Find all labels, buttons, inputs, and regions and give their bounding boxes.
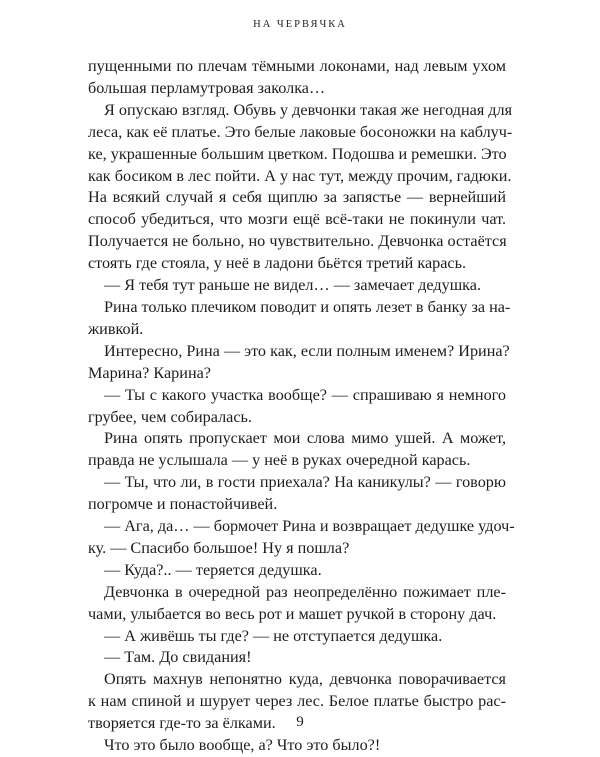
- text-line: правда не услышала — у неё в руках очередной карась.: [88, 451, 471, 470]
- text-line: леса, как её платье. Это белые лаковые босоножки на каблуч-: [88, 122, 513, 141]
- text-line: На всякий случай я себя щиплю за запястье — вернейший: [88, 188, 506, 207]
- text-line: способ убедиться, что мозги ещё всё-таки не покинули чат.: [88, 210, 506, 229]
- text-line: творяется где-то за ёлками.: [88, 714, 276, 733]
- text-line: как босиком в лес пойти. А у нас тут, между прочим, гадюки.: [88, 166, 512, 185]
- text-line: — Ты с какого участка вообще? — спрашиваю я немного: [104, 385, 506, 404]
- text-line: ку. — Спасибо большое! Ну я пошла?: [88, 538, 350, 557]
- text-line: грубее, чем собиралась.: [88, 407, 252, 426]
- text-line: — А живёшь ты где? — не отступается дедушка.: [104, 626, 443, 645]
- body-text: [88, 56, 515, 757]
- text-line: к нам спиной и шурует через лес. Белое платье быстро рас-: [88, 692, 506, 711]
- text-line: — Ты, что ли, в гости приехала? На каникулы? — говорю: [104, 473, 506, 492]
- text-line: Интересно, Рина — это как, если полным именем? Ирина?: [104, 341, 510, 360]
- text-line: — Куда?.. — теряется дедушка.: [104, 560, 322, 579]
- text-line: живкой.: [88, 319, 144, 338]
- text-line: Получается не больно, но чувствительно. Девчонка остаётся: [88, 232, 507, 251]
- text-line: пущенными по плечам тёмными локонами, над левым ухом: [88, 57, 506, 75]
- text-line: Рина только плечиком поводит и опять лезет в банку за на-: [104, 297, 511, 316]
- text-line: — Ага, да… — бормочет Рина и возвращает дедушке удоч-: [104, 517, 515, 536]
- text-line: Опять махнув непонятно куда, девчонка поворачивается: [104, 670, 506, 689]
- text-line: — Там. До свидания!: [104, 648, 252, 667]
- text-line: погромче и понастойчивей.: [88, 495, 278, 514]
- text-line: Девчонка в очередной раз неопределённо пожимает пле-: [104, 582, 506, 601]
- text-line: Я опускаю взгляд. Обувь у девчонки такая же негодная для: [104, 100, 513, 119]
- text-line: большая перламутровая заколка…: [88, 78, 326, 97]
- text-line: чами, улыбается во весь рот и машет ручкой в сторону дач.: [88, 604, 497, 623]
- text-line: стоять где стояла, у неё в ладони бьётся третий карась.: [88, 254, 467, 273]
- text-line: — Я тебя тут раньше не видел… — замечает дедушка.: [104, 276, 482, 295]
- running-head-title: НА ЧЕРВЯЧКА: [253, 19, 347, 30]
- text-line: Рина опять пропускает мои слова мимо ушей. А может,: [104, 429, 506, 448]
- text-line: Что это было вообще, а? Что это было?!: [104, 736, 381, 755]
- page-number: 9: [296, 714, 304, 730]
- text-line: ке, украшенные большим цветком. Подошва и ремешки. Это: [88, 144, 507, 163]
- text-line: Марина? Карина?: [88, 363, 211, 382]
